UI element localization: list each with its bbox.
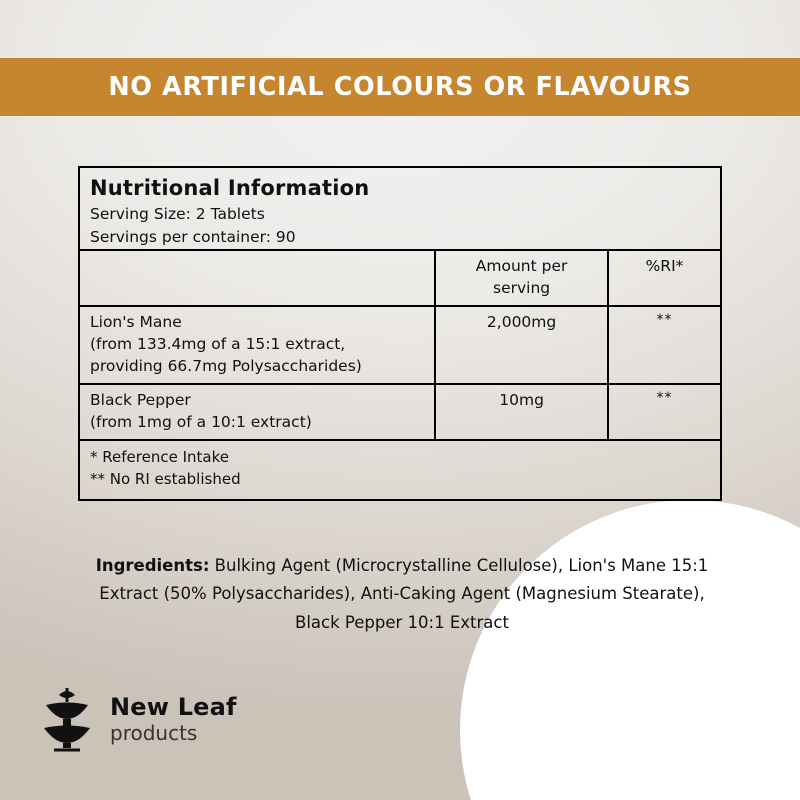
ingredients-label: Ingredients: bbox=[95, 556, 210, 575]
table-header-row bbox=[80, 250, 720, 306]
nutrition-table bbox=[80, 249, 720, 439]
ingredients-block bbox=[78, 552, 726, 637]
brand-subtitle: products bbox=[110, 721, 198, 745]
table-row bbox=[80, 306, 720, 384]
servings-per-container: Servings per container: 90 bbox=[90, 228, 296, 247]
row-detail-line1: (from 1mg of a 10:1 extract) bbox=[90, 412, 312, 431]
row-amount-black-pepper: 10mg bbox=[435, 384, 608, 439]
header-cell-amount bbox=[435, 250, 608, 306]
brand-lockup bbox=[38, 686, 237, 752]
row-detail-line1: (from 133.4mg of a 15:1 extract, bbox=[90, 334, 346, 353]
header-amount-line2: serving bbox=[493, 278, 551, 297]
header-amount-line1: Amount per bbox=[475, 256, 568, 275]
brand-name: New Leaf bbox=[110, 693, 237, 721]
row-ri-black-pepper: ** bbox=[608, 384, 720, 439]
row-detail-line2: providing 66.7mg Polysaccharides) bbox=[90, 356, 362, 375]
header-cell-ri: %RI* bbox=[608, 250, 720, 306]
row-ri-lions-mane: ** bbox=[608, 306, 720, 384]
top-banner bbox=[0, 58, 800, 116]
ingredients-text: Bulking Agent (Microcrystalline Cellulose), Lion's Mane 15:1 Extract (50% Polysaccharides), Anti-Caking Agent (Magnesium Stearate), Black Pepper 10:1 Extract bbox=[99, 556, 709, 632]
leaf-fountain-logo-icon bbox=[38, 686, 96, 752]
serving-size: Serving Size: 2 Tablets bbox=[90, 205, 265, 223]
nutrition-panel bbox=[78, 166, 722, 501]
nutrition-title: Nutritional Information bbox=[90, 176, 370, 200]
table-row bbox=[80, 384, 720, 439]
header-cell-blank bbox=[80, 250, 435, 306]
brand-text bbox=[110, 695, 237, 743]
row-amount-lions-mane: 2,000mg bbox=[435, 306, 608, 384]
banner-text: NO ARTIFICIAL COLOURS OR FLAVOURS bbox=[108, 72, 692, 102]
row-name-lions-mane bbox=[80, 306, 435, 384]
row-name-text: Black Pepper bbox=[90, 390, 191, 409]
footnote-no-ri: ** No RI established bbox=[90, 470, 241, 489]
footnotes bbox=[80, 439, 720, 499]
footnote-reference-intake: * Reference Intake bbox=[90, 447, 229, 466]
row-name-text: Lion's Mane bbox=[90, 312, 182, 331]
row-name-black-pepper bbox=[80, 384, 435, 439]
